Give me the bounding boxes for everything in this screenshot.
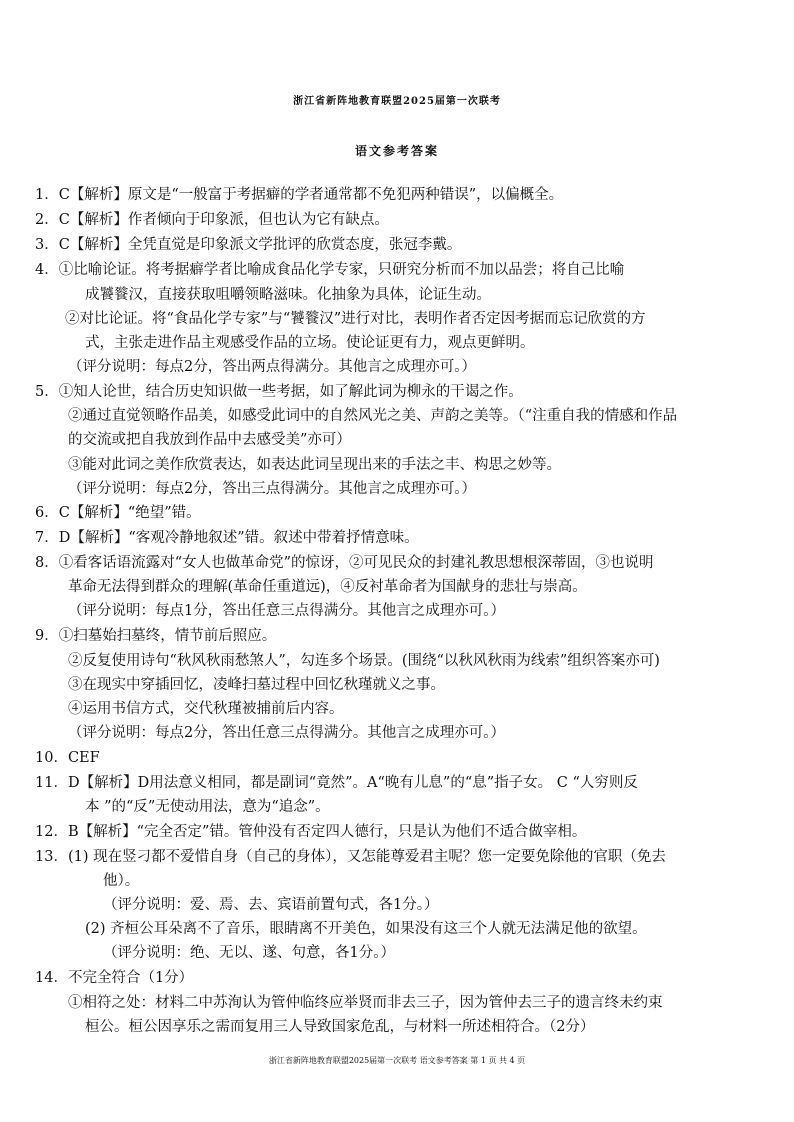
answer-line: 的交流或把自我放到作品中去感受美”亦可） [68, 432, 351, 448]
answer-line: 革命无法得到群众的理解(革命任重道远)，④反衬革命者为国献身的悲壮与崇高。 [68, 579, 587, 595]
answer-line: 11．D【解析】D用法意义相同，都是副词“竟然”。A“晚有儿息”的“息”指子女。 C “人穷则反 [35, 775, 638, 791]
answer-line: ①相符之处：材料二中苏洵认为管仲临终应举贤而非去三子，因为管仲去三子的遗言终未约束 [68, 995, 663, 1011]
answer-key-title: 语文参考答案 [354, 144, 439, 158]
answer-line: 式，主张走进作品主观感受作品的立场。使论证更有力，观点更鲜明。 [85, 335, 535, 351]
answer-line: 4．①比喻论证。将考据癖学者比喻成食品化学专家，只研究分析而不加以品尝；将自己比喻 [35, 262, 625, 278]
answer-line: 5．①知人论世，结合历史知识做一些考据，如了解此词为柳永的干谒之作。 [35, 384, 523, 400]
answer-line: 8．①看客话语流露对“女人也做革命党”的惊讶，②可见民众的封建礼教思想根深蒂固，③也说明 [35, 555, 654, 571]
answer-line: 6．C【解析】“绝望”错。 [35, 505, 201, 521]
answer-line: 10．CEF [35, 750, 100, 766]
answer-line: ③能对此词之美作欣赏表达，如表达此词呈现出来的手法之丰、构思之妙等。 [68, 457, 561, 473]
answer-line: ②反复使用诗句“秋风秋雨愁煞人”，勾连多个场景。(围绕“以秋风秋雨为线索”组织答案亦可) [68, 653, 660, 669]
answer-line: ③在现实中穿插回忆，凌峰扫墓过程中回忆秋瑾就义之事。 [68, 677, 445, 693]
answer-line: 1．C【解析】原文是“一般富于考据癖的学者通常都不免犯两种错误”，以偏概全。 [35, 187, 564, 203]
page-footer: 浙江省新阵地教育联盟2025届第一次联考 语文参考答案 第 1 页 共 4 页 [268, 1056, 526, 1065]
scoring-note: （评分说明：每点1分，答出任意三点得满分。其他言之成理亦可。） [68, 603, 505, 619]
exam-title: 浙江省新阵地教育联盟2025届第一次联考 [293, 96, 501, 107]
answer-line: 桓公。桓公因享乐之需而复用三人导致国家危乱，与材料一所述相符合。（2分） [85, 1019, 595, 1035]
answer-line: 14．不完全符合（1分） [35, 970, 194, 986]
answer-line: (2) 齐桓公耳朵离不了音乐，眼睛离不开美色，如果没有这三个人就无法满足他的欲望。 [85, 921, 647, 937]
scoring-note: （评分说明：每点2分，答出三点得满分。其他言之成理亦可。） [68, 481, 476, 497]
answer-line: 他）。 [103, 873, 140, 889]
scoring-note: （评分说明：爱、焉、去、宾语前置句式，各1分。） [103, 897, 439, 913]
answer-line: ④运用书信方式，交代秋瑾被捕前后内容。 [68, 701, 344, 717]
answer-line: 9．①扫墓始扫墓终，情节前后照应。 [35, 628, 277, 644]
answer-line: ②通过直觉领略作品美，如感受此词中的自然风光之美、声韵之美等。（“注重自我的情感和作品 [68, 408, 678, 424]
scoring-note: （评分说明：每点2分，答出两点得满分。其他言之成理亦可。） [68, 359, 476, 375]
answer-line: 3．C【解析】全凭直觉是印象派文学批评的欣赏态度，张冠李戴。 [35, 237, 462, 253]
answer-line: 成饕餮汉，直接获取咀嚼领略滋味。化抽象为具体，论证生动。 [85, 287, 491, 303]
answer-line: 2．C【解析】作者倾向于印象派，但也认为它有缺点。 [35, 212, 389, 228]
answer-line: 12．B【解析】“完全否定”错。管仲没有否定四人德行，只是认为他们不适合做宰相。 [35, 824, 587, 840]
scoring-note: （评分说明：每点2分，答出任意三点得满分。其他言之成理亦可。） [68, 725, 505, 741]
answer-line: 7．D【解析】“客观冷静地叙述”错。叙述中带着抒情意味。 [35, 530, 419, 546]
answer-line: ②对比论证。将“食品化学专家”与“饕餮汉”进行对比，表明作者否定因考据而忘记欣赏的方 [65, 311, 646, 327]
scoring-note: （评分说明：绝、无以、遂、句意，各1分。） [103, 945, 395, 961]
answer-line: 本 ”的“反”无使动用法，意为“追念”。 [85, 799, 330, 815]
answer-line: 13．(1) 现在竖刁都不爱惜自身（自己的身体），又怎能尊爱君主呢？您一定要免除他的官职（免去 [35, 849, 666, 865]
